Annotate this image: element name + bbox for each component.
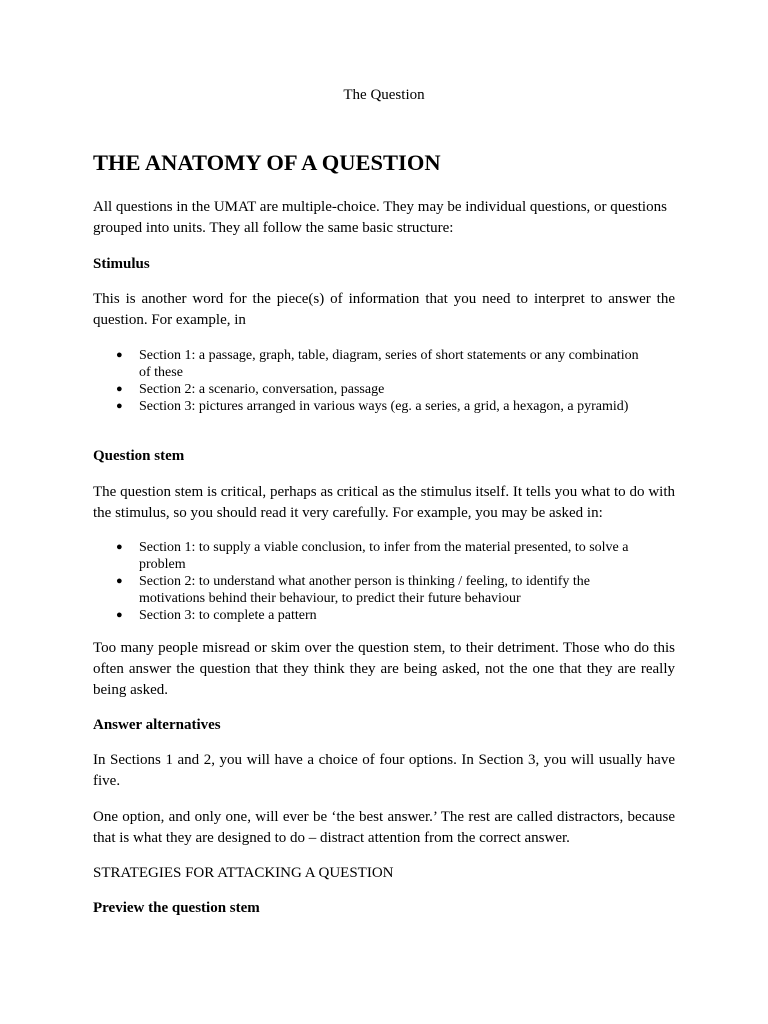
preview-heading: Preview the question stem	[93, 900, 260, 916]
question-stem-heading: Question stem	[93, 448, 185, 464]
question-stem-paragraph: The question stem is critical, perhaps as critical as the stimulus itself. It tells you what to do with the stimulus, so you should read it very carefully. For example, you may be asked in:	[93, 484, 675, 521]
list-item	[93, 607, 675, 624]
answer-alternatives-paragraph-1: In Sections 1 and 2, you will have a choice of four options. In Section 3, you will usually have five.	[93, 752, 675, 789]
list-item-text: Section 3: to complete a pattern	[139, 608, 317, 623]
list-item	[93, 573, 675, 607]
list-item-text: Section 3: pictures arranged in various ways (eg. a series, a grid, a hexagon, a pyramid)	[139, 399, 629, 414]
bullet-icon: ●	[116, 400, 123, 412]
bullet-icon: ●	[116, 383, 123, 395]
question-stem-list	[93, 539, 675, 624]
strategies-heading: STRATEGIES FOR ATTACKING A QUESTION	[93, 865, 394, 881]
stimulus-paragraph: This is another word for the piece(s) of information that you need to interpret to answer the question. For example, in	[93, 291, 675, 328]
list-item-text: Section 1: a passage, graph, table, diagram, series of short statements or any combination of these	[139, 348, 639, 380]
list-item	[93, 381, 675, 398]
question-stem-followup: Too many people misread or skim over the question stem, to their detriment. Those who do this often answer the question that they think they are being asked, not the one that they are really being asked.	[93, 640, 675, 698]
page-title: THE ANATOMY OF A QUESTION	[93, 150, 441, 175]
answer-alternatives-heading: Answer alternatives	[93, 717, 221, 733]
bullet-icon: ●	[116, 575, 123, 587]
list-item-text: Section 2: to understand what another person is thinking / feeling, to identify the motivations behind their behaviour, to predict their future behaviour	[139, 574, 591, 606]
bullet-icon: ●	[116, 609, 123, 621]
list-item-text: Section 1: to supply a viable conclusion, to infer from the material presented, to solve a problem	[139, 540, 629, 572]
stimulus-list	[93, 347, 675, 415]
list-item	[93, 347, 675, 381]
bullet-icon: ●	[116, 349, 123, 361]
page-header: The Question	[343, 87, 425, 103]
answer-alternatives-paragraph-2: One option, and only one, will ever be ‘the best answer.’ The rest are called distractors, because that is what they are designed to do – distract attention from the correct answer.	[93, 809, 675, 846]
stimulus-heading: Stimulus	[93, 256, 150, 272]
list-item-text: Section 2: a scenario, conversation, passage	[139, 382, 385, 397]
bullet-icon: ●	[116, 541, 123, 553]
intro-paragraph: All questions in the UMAT are multiple-choice. They may be individual questions, or questions grouped into units. They all follow the same basic structure:	[93, 199, 667, 236]
list-item	[93, 398, 675, 415]
list-item	[93, 539, 675, 573]
